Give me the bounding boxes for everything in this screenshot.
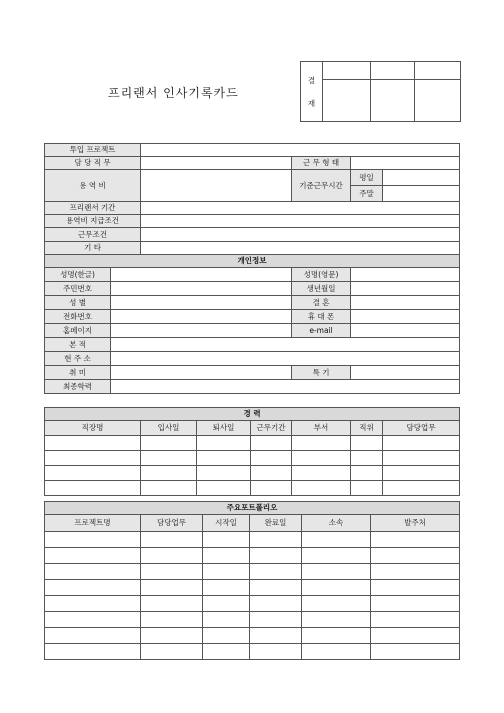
table-cell[interactable]	[141, 596, 203, 612]
table-cell[interactable]	[250, 596, 302, 612]
portfolio-column-header: 시작일	[203, 515, 250, 532]
weekend-label: 주말	[351, 186, 383, 202]
table-cell[interactable]	[371, 532, 460, 548]
portfolio-column-headers	[45, 515, 460, 532]
table-cell[interactable]	[302, 644, 371, 660]
birthdate-field[interactable]	[351, 282, 460, 296]
table-row	[45, 644, 460, 660]
table-cell[interactable]	[141, 466, 197, 481]
table-cell[interactable]	[203, 564, 250, 580]
table-row	[45, 451, 460, 466]
resident-no-field[interactable]	[111, 282, 292, 296]
table-cell[interactable]	[302, 580, 371, 596]
personal-header: 개인정보	[45, 255, 460, 268]
table-cell[interactable]	[141, 644, 203, 660]
table-row	[45, 481, 460, 496]
table-row	[45, 548, 460, 564]
table-cell[interactable]	[141, 481, 197, 496]
portfolio-column-header: 발주처	[371, 515, 460, 532]
gender-label: 성 별	[45, 296, 111, 310]
table-cell[interactable]	[203, 612, 250, 628]
table-cell[interactable]	[371, 628, 460, 644]
table-cell[interactable]	[251, 466, 292, 481]
table-cell[interactable]	[45, 580, 141, 596]
table-cell[interactable]	[351, 466, 383, 481]
table-cell[interactable]	[302, 532, 371, 548]
table-cell[interactable]	[45, 436, 141, 451]
homepage-field[interactable]	[111, 324, 292, 338]
table-cell[interactable]	[45, 451, 141, 466]
marital-label: 결 혼	[292, 296, 351, 310]
table-cell[interactable]	[45, 628, 141, 644]
table-cell[interactable]	[292, 466, 351, 481]
table-cell[interactable]	[250, 580, 302, 596]
table-cell[interactable]	[292, 481, 351, 496]
table-cell[interactable]	[371, 612, 460, 628]
table-cell[interactable]	[203, 596, 250, 612]
table-row	[45, 532, 460, 548]
table-cell[interactable]	[141, 564, 203, 580]
table-cell[interactable]	[45, 466, 141, 481]
table-cell[interactable]	[141, 451, 197, 466]
table-cell[interactable]	[45, 596, 141, 612]
career-column-header: 직위	[351, 421, 383, 436]
specialty-field[interactable]	[351, 366, 460, 380]
table-cell[interactable]	[45, 612, 141, 628]
table-cell[interactable]	[251, 451, 292, 466]
email-field[interactable]	[351, 324, 460, 338]
table-cell[interactable]	[292, 436, 351, 451]
table-cell[interactable]	[251, 436, 292, 451]
weekday-label: 평일	[351, 170, 383, 186]
career-column-header: 직장명	[45, 421, 141, 436]
portfolio-table	[44, 501, 460, 660]
table-cell[interactable]	[383, 451, 460, 466]
address-label: 현 주 소	[45, 352, 111, 366]
work-conditions-field[interactable]	[141, 228, 460, 242]
table-cell[interactable]	[250, 532, 302, 548]
career-column-headers	[45, 421, 460, 436]
table-row	[45, 628, 460, 644]
phone-field[interactable]	[111, 310, 292, 324]
table-cell[interactable]	[197, 436, 251, 451]
phone-label: 전화번호	[45, 310, 111, 324]
table-cell[interactable]	[371, 580, 460, 596]
table-cell[interactable]	[45, 564, 141, 580]
table-cell[interactable]	[45, 481, 141, 496]
table-cell[interactable]	[371, 644, 460, 660]
approval-sign-cell[interactable]	[415, 80, 461, 122]
weekday-field[interactable]	[383, 170, 460, 186]
approval-label	[301, 62, 323, 122]
name-kr-label: 성명(한글)	[45, 268, 111, 282]
other-field[interactable]	[141, 242, 460, 255]
period-field[interactable]	[141, 202, 460, 215]
table-row	[45, 564, 460, 580]
main-form	[44, 143, 460, 394]
table-cell[interactable]	[302, 628, 371, 644]
other-label: 기 타	[45, 242, 141, 255]
table-cell[interactable]	[203, 548, 250, 564]
table-cell[interactable]	[302, 564, 371, 580]
approval-box	[300, 61, 461, 122]
approval-sign-cell[interactable]	[371, 80, 415, 122]
table-cell[interactable]	[250, 628, 302, 644]
marital-field[interactable]	[351, 296, 460, 310]
project-field[interactable]	[141, 144, 460, 157]
table-cell[interactable]	[302, 548, 371, 564]
table-cell[interactable]	[371, 596, 460, 612]
hobby-label: 취 미	[45, 366, 111, 380]
career-column-header: 담당업무	[383, 421, 460, 436]
table-cell[interactable]	[383, 436, 460, 451]
table-row	[45, 466, 460, 481]
table-cell[interactable]	[371, 564, 460, 580]
name-kr-field[interactable]	[111, 268, 292, 282]
table-cell[interactable]	[45, 644, 141, 660]
name-en-label: 성명(영문)	[292, 268, 351, 282]
table-cell[interactable]	[141, 548, 203, 564]
table-cell[interactable]	[351, 436, 383, 451]
table-cell[interactable]	[141, 628, 203, 644]
career-column-header: 퇴사일	[197, 421, 251, 436]
portfolio-column-header: 완료일	[250, 515, 302, 532]
table-cell[interactable]	[351, 451, 383, 466]
portfolio-column-header: 담당업무	[141, 515, 203, 532]
career-column-header: 부서	[292, 421, 351, 436]
email-label: e-mail	[292, 324, 351, 338]
mobile-label: 휴 대 폰	[292, 310, 351, 324]
approval-header-cell	[371, 62, 415, 80]
origin-label: 본 적	[45, 338, 111, 352]
table-cell[interactable]	[45, 532, 141, 548]
table-cell[interactable]	[292, 451, 351, 466]
table-cell[interactable]	[197, 481, 251, 496]
table-cell[interactable]	[203, 580, 250, 596]
career-table	[44, 407, 460, 496]
mobile-field[interactable]	[351, 310, 460, 324]
approval-label-bottom: 재	[307, 98, 316, 108]
table-cell[interactable]	[351, 481, 383, 496]
project-label: 투입 프로젝트	[45, 144, 141, 157]
table-cell[interactable]	[203, 532, 250, 548]
table-cell[interactable]	[250, 644, 302, 660]
service-fee-label: 용 역 비	[45, 170, 141, 202]
education-label: 최종학력	[45, 380, 111, 394]
table-cell[interactable]	[250, 548, 302, 564]
table-cell[interactable]	[141, 580, 203, 596]
payment-terms-field[interactable]	[141, 215, 460, 228]
resident-no-label: 주민번호	[45, 282, 111, 296]
education-field[interactable]	[111, 380, 460, 394]
table-cell[interactable]	[302, 596, 371, 612]
portfolio-column-header: 프로젝트명	[45, 515, 141, 532]
table-cell[interactable]	[251, 481, 292, 496]
table-row	[45, 596, 460, 612]
weekend-field[interactable]	[383, 186, 460, 202]
table-cell[interactable]	[141, 436, 197, 451]
address-field[interactable]	[111, 352, 460, 366]
approval-header-cell	[415, 62, 461, 80]
period-label: 프리랜서 기간	[45, 202, 141, 215]
origin-field[interactable]	[111, 338, 460, 352]
work-conditions-label: 근무조건	[45, 228, 141, 242]
table-cell[interactable]	[203, 628, 250, 644]
career-column-header: 입사일	[141, 421, 197, 436]
table-row	[45, 436, 460, 451]
approval-label-top: 결	[307, 75, 316, 85]
document-title: 프리랜서 인사기록카드	[108, 86, 239, 100]
table-cell[interactable]	[141, 532, 203, 548]
table-cell[interactable]	[383, 466, 460, 481]
hobby-field[interactable]	[111, 366, 292, 380]
duty-field[interactable]	[141, 157, 292, 170]
work-type-field[interactable]	[351, 157, 460, 170]
portfolio-column-header: 소속	[302, 515, 371, 532]
table-cell[interactable]	[250, 612, 302, 628]
table-cell[interactable]	[203, 644, 250, 660]
homepage-label: 홈페이지	[45, 324, 111, 338]
career-header: 경 력	[45, 408, 460, 421]
table-cell[interactable]	[197, 466, 251, 481]
standard-hours-label: 기준근무시간	[292, 170, 351, 202]
table-cell[interactable]	[197, 451, 251, 466]
specialty-label: 특 기	[292, 366, 351, 380]
table-row	[45, 612, 460, 628]
career-column-header: 근무기간	[251, 421, 292, 436]
duty-label: 담 당 직 무	[45, 157, 141, 170]
birthdate-label: 생년월일	[292, 282, 351, 296]
work-type-label: 근 무 형 태	[292, 157, 351, 170]
name-en-field[interactable]	[351, 268, 460, 282]
table-cell[interactable]	[250, 564, 302, 580]
table-row	[45, 580, 460, 596]
table-cell[interactable]	[45, 548, 141, 564]
service-fee-field[interactable]	[141, 170, 292, 202]
payment-terms-label: 용역비 지급조건	[45, 215, 141, 228]
table-cell[interactable]	[383, 481, 460, 496]
portfolio-header: 주요포트폴리오	[45, 502, 460, 515]
gender-field[interactable]	[111, 296, 292, 310]
approval-sign-cell[interactable]	[323, 80, 371, 122]
table-cell[interactable]	[302, 612, 371, 628]
approval-header-cell	[323, 62, 371, 80]
table-cell[interactable]	[141, 612, 203, 628]
table-cell[interactable]	[371, 548, 460, 564]
